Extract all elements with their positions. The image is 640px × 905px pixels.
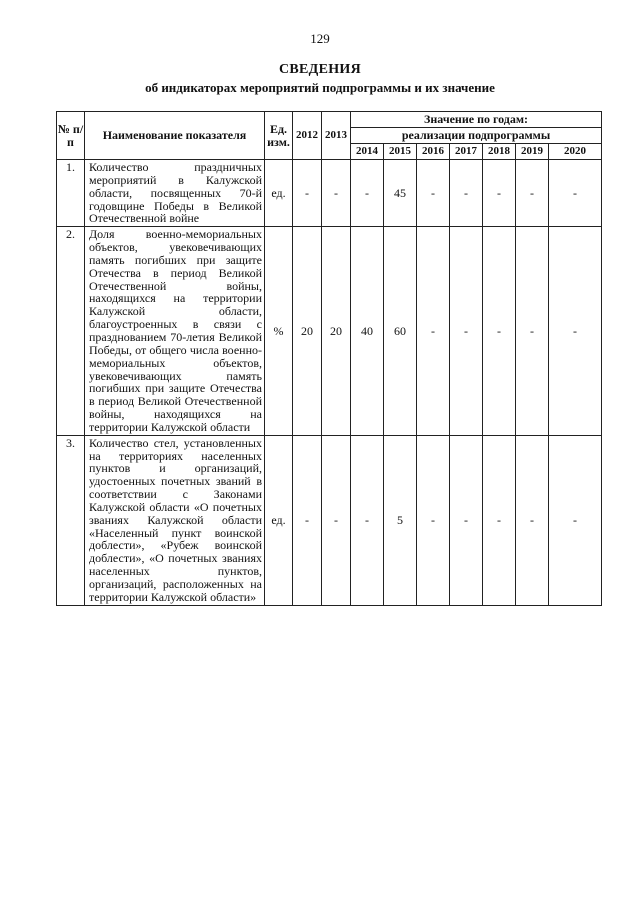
header-unit: Ед. изм. xyxy=(265,112,293,160)
header-year-2020: 2020 xyxy=(549,144,602,160)
table-row xyxy=(57,435,602,605)
header-year-2018: 2018 xyxy=(483,144,516,160)
row-value: - xyxy=(293,435,322,605)
header-year-2013: 2013 xyxy=(322,112,351,160)
header-implementation: реализации подпрограммы xyxy=(351,128,602,144)
row-num: 2. xyxy=(57,227,85,436)
row-unit: ед. xyxy=(265,435,293,605)
row-indicator-name: Доля военно-мемориальных объектов, увековечивающих память погибших при защите Отечества в период Великой Отечественной войны, находящихся на территории Калужской области, благоустроенных в связи с празднованием 70-летия Великой Победы, от общего числа военно-мемориальных объектов, увековечивающих память погибших при защите Отечества в период Великой Отечественной войны, находящихся на территории Калужской области xyxy=(85,227,265,436)
row-value: - xyxy=(516,160,549,227)
row-value: - xyxy=(549,160,602,227)
header-name: Наименование показателя xyxy=(85,112,265,160)
header-year-2014: 2014 xyxy=(351,144,384,160)
row-indicator-name: Количество стел, установленных на территориях населенных пунктов и организаций, удостоенных почетных званий в соответствии с Законами Калужской области «О почетных званиях Калужской области «Населенный пункт воинской доблести», «Рубеж воинской доблести», «О почетных званиях населенных пунктов, организаций, расположенных на территории Калужской области» xyxy=(85,435,265,605)
header-values-by-year: Значение по годам: xyxy=(351,112,602,128)
row-value: 20 xyxy=(293,227,322,436)
row-unit: % xyxy=(265,227,293,436)
header-num: № п/п xyxy=(57,112,85,160)
page-number: 129 xyxy=(310,31,330,46)
row-value: 20 xyxy=(322,227,351,436)
row-num: 1. xyxy=(57,160,85,227)
document-title: СВЕДЕНИЯ xyxy=(278,62,362,77)
row-value: 45 xyxy=(384,160,417,227)
header-year-2015: 2015 xyxy=(384,144,417,160)
row-value: - xyxy=(549,227,602,436)
header-year-2012: 2012 xyxy=(293,112,322,160)
row-unit: ед. xyxy=(265,160,293,227)
header-year-2019: 2019 xyxy=(516,144,549,160)
row-value: - xyxy=(322,160,351,227)
table-row xyxy=(57,227,602,436)
document-subtitle: об индикаторах мероприятий подпрограммы и их значение xyxy=(145,80,495,95)
row-value: - xyxy=(417,227,450,436)
row-value: - xyxy=(516,227,549,436)
row-value: - xyxy=(417,435,450,605)
row-value: - xyxy=(483,227,516,436)
row-value: - xyxy=(450,227,483,436)
row-value: - xyxy=(351,160,384,227)
row-value: 40 xyxy=(351,227,384,436)
row-value: 60 xyxy=(384,227,417,436)
row-value: - xyxy=(322,435,351,605)
row-value: - xyxy=(450,435,483,605)
row-indicator-name: Количество праздничных мероприятий в Калужской области, посвященных 70-й годовщине Победы в Великой Отечественной войне xyxy=(85,160,265,227)
table-row xyxy=(57,160,602,227)
header-year-2017: 2017 xyxy=(450,144,483,160)
row-num: 3. xyxy=(57,435,85,605)
row-value: - xyxy=(483,435,516,605)
row-value: - xyxy=(483,160,516,227)
header-year-2016: 2016 xyxy=(417,144,450,160)
row-value: - xyxy=(549,435,602,605)
indicators-table xyxy=(56,111,602,606)
row-value: - xyxy=(516,435,549,605)
row-value: - xyxy=(450,160,483,227)
row-value: - xyxy=(351,435,384,605)
row-value: 5 xyxy=(384,435,417,605)
row-value: - xyxy=(417,160,450,227)
row-value: - xyxy=(293,160,322,227)
